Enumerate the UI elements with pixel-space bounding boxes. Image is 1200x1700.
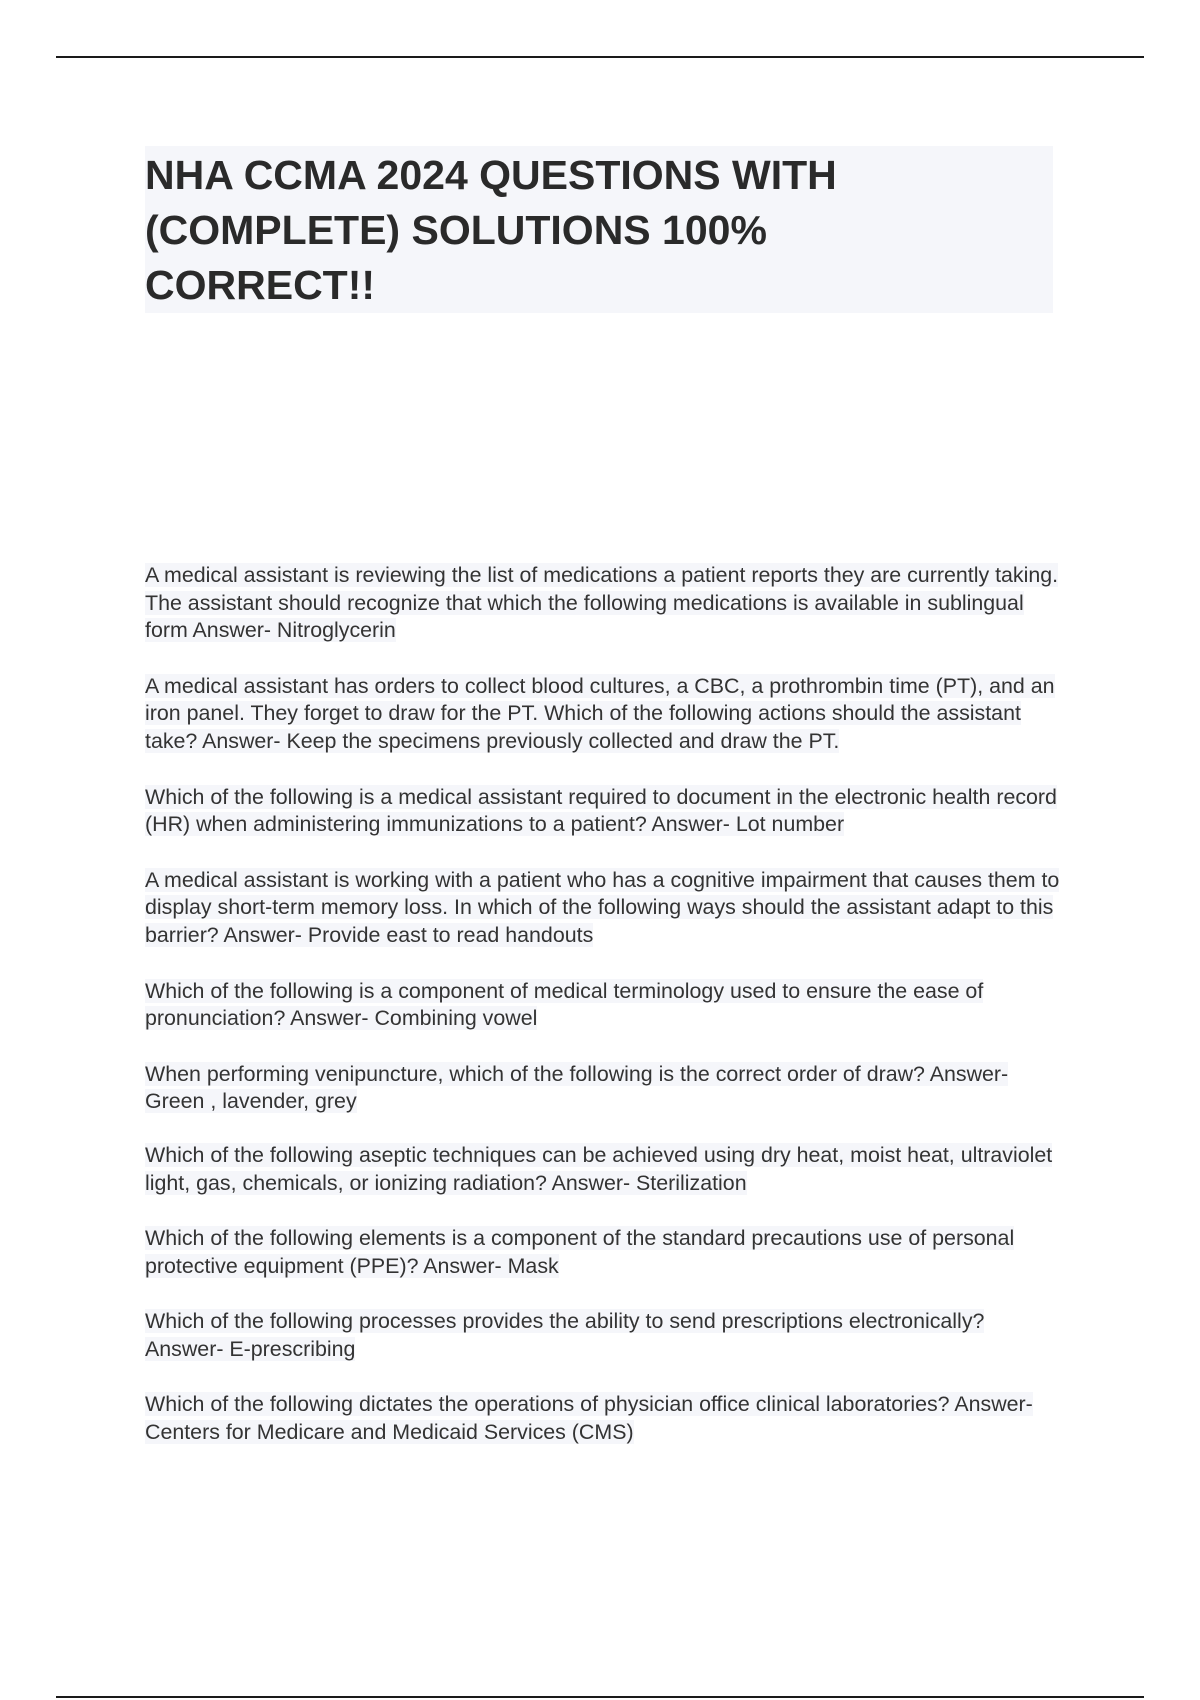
- document-title: NHA CCMA 2024 QUESTIONS WITH (COMPLETE) SOLUTIONS 100% CORRECT!!: [145, 152, 837, 308]
- title-block: [145, 146, 1053, 313]
- qa-item: [145, 784, 1065, 839]
- qa-item: [145, 1061, 1065, 1116]
- qa-item: [145, 562, 1065, 645]
- qa-text: Which of the following aseptic techniques can be achieved using dry heat, moist heat, ultraviolet light, gas, chemicals, or ionizing radiation? Answer- Sterilization: [145, 1142, 1053, 1195]
- qa-item: [145, 673, 1065, 756]
- qa-text: Which of the following processes provides the ability to send prescriptions electronically? Answer- E-prescribing: [145, 1309, 985, 1361]
- top-rule: [56, 56, 1144, 58]
- bottom-rule: [56, 1696, 1144, 1698]
- qa-text: Which of the following elements is a component of the standard precautions use of personal protective equipment (PPE)? Answer- Mask: [145, 1226, 1015, 1278]
- qa-item: [145, 1308, 1065, 1363]
- qa-item: [145, 867, 1065, 950]
- qa-text: Which of the following dictates the operations of physician office clinical laboratories? Answer- Centers for Medicare and Medicaid Services (CMS): [145, 1392, 1033, 1445]
- qa-text: A medical assistant is reviewing the list of medications a patient reports they are currently taking. The assistant should recognize that which the following medications is available in sublingual form Answer- Nitroglycerin: [145, 563, 1059, 643]
- qa-text: When performing venipuncture, which of the following is the correct order of draw? Answer- Green , lavender, grey: [145, 1061, 1009, 1114]
- qa-item: [145, 1142, 1065, 1197]
- qa-text: A medical assistant has orders to collect blood cultures, a CBC, a prothrombin time (PT), and an iron panel. They forget to draw for the PT. Which of the following actions should the assistant take? Answer- Keep the specimens previously collected and draw the PT.: [145, 673, 1055, 753]
- qa-list: [145, 562, 1065, 1475]
- qa-item: [145, 1391, 1065, 1446]
- qa-item: [145, 978, 1065, 1033]
- qa-item: [145, 1225, 1065, 1280]
- qa-text: Which of the following is a medical assistant required to document in the electronic health record (HR) when administering immunizations to a patient? Answer- Lot number: [145, 784, 1057, 837]
- qa-text: A medical assistant is working with a patient who has a cognitive impairment that causes them to display short-term memory loss. In which of the following ways should the assistant adapt to this barrier? Answer- Provide east to read handouts: [145, 867, 1060, 947]
- qa-text: Which of the following is a component of medical terminology used to ensure the ease of pronunciation? Answer- Combining vowel: [145, 978, 984, 1031]
